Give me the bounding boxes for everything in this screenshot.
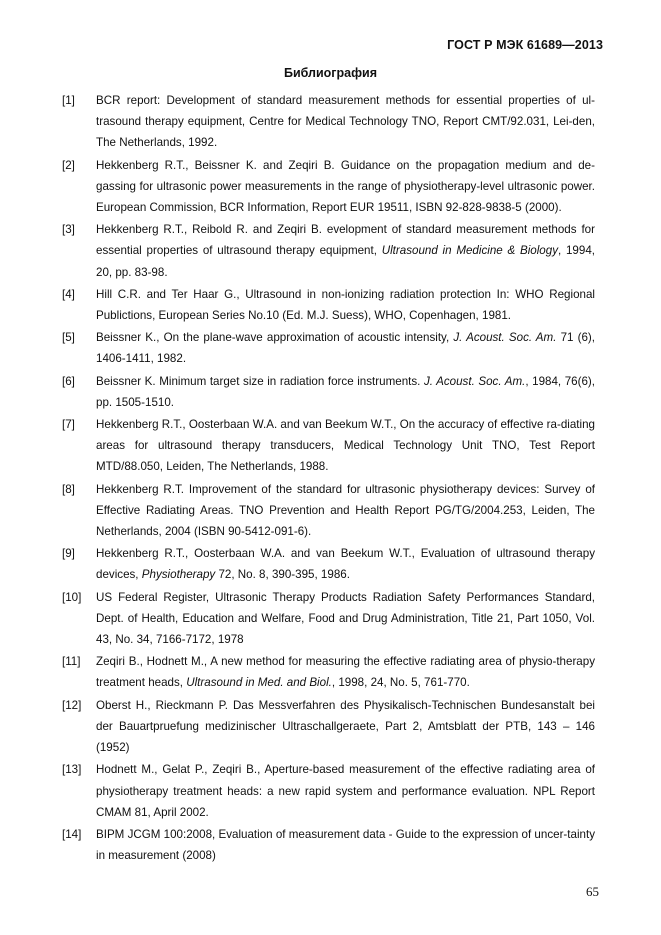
- reference-segment: Hodnett M., Gelat P., Zeqiri B., Aperture-based measurement of the effective radiating area of physiotherapy treatment heads: a new rapid system and performance evaluation. NPL Report CMAM 81, April 2002.: [96, 763, 595, 819]
- reference-item: [62, 327, 595, 369]
- reference-item: [62, 543, 595, 585]
- reference-segment: , 1994, 20, pp. 83-98.: [96, 244, 595, 279]
- reference-segment: BCR report: Development of standard measurement methods for essential properties of ul-trasound therapy equipment, Centre for Medical Technology TNO, Report CMT/92.031, Lei-den, The Netherlands, 1992.: [96, 94, 595, 150]
- reference-number: [2]: [62, 158, 75, 172]
- reference-segment: Hill C.R. and Ter Haar G., Ultrasound in non-ionizing radiation protection In: WHO Regional Publictions, European Series No.10 (Ed. M.J. Suess), WHO, Copenhagen, 1981.: [96, 287, 595, 323]
- reference-number: [11]: [62, 655, 81, 669]
- reference-number: [14]: [62, 827, 82, 841]
- reference-segment: Hekkenberg R.T., Oosterbaan W.A. and van Beekum W.T., Evaluation of ultrasound therapy devices,: [96, 547, 595, 582]
- reference-text: [96, 651, 595, 693]
- reference-segment: Beissner K. Minimum target size in radiation force instruments.: [96, 374, 424, 388]
- reference-number: [3]: [62, 223, 75, 237]
- reference-journal: J. Acoust. Soc. Am.: [423, 374, 526, 388]
- reference-number: [6]: [62, 374, 75, 388]
- reference-segment: 72, No. 8, 390-395, 1986.: [215, 568, 350, 582]
- reference-item: [62, 824, 595, 866]
- reference-segment: , 1998, 24, No. 5, 761-770.: [331, 676, 470, 690]
- reference-text: [96, 90, 595, 154]
- reference-item: [62, 414, 595, 478]
- reference-segment: Zeqiri B., Hodnett M., A new method for measuring the effective radiating area of physio-therapy treatment heads,: [96, 655, 595, 690]
- reference-number: [9]: [62, 547, 75, 561]
- reference-number: [5]: [62, 331, 75, 345]
- reference-item: [62, 284, 595, 326]
- reference-journal: Physiotherapy: [141, 568, 216, 582]
- reference-text: [96, 155, 595, 219]
- document-header: ГОСТ Р МЭК 61689—2013: [447, 38, 603, 52]
- reference-item: [62, 155, 595, 219]
- reference-item: [62, 651, 595, 693]
- reference-number: [8]: [62, 482, 75, 496]
- reference-journal: Ultrasound in Med. and Biol.: [186, 676, 332, 690]
- reference-segment: US Federal Register, Ultrasonic Therapy Products Radiation Safety Performances Standard, Dept. of Health, Education and Welfare, Food and Drug Administration, Title 21, Part 1050, Vol. 43, No. 34, 7166-7172, 1978: [96, 590, 595, 647]
- reference-text: [96, 543, 595, 585]
- reference-item: [62, 759, 595, 823]
- reference-segment: Hekkenberg R.T., Oosterbaan W.A. and van Beekum W.T., On the accuracy of effective ra-diating areas for ultrasound therapy transducers, Medical Technology Unit TNO, Test Report MTD/88.050, Leiden, The Netherlands, 1988.: [96, 418, 595, 474]
- reference-item: [62, 90, 595, 154]
- reference-number: [10]: [62, 590, 82, 604]
- reference-journal: J. Acoust. Soc. Am.: [453, 331, 557, 345]
- page-number: 65: [586, 884, 599, 899]
- reference-item: [62, 371, 595, 413]
- reference-text: [96, 695, 595, 759]
- reference-text: [96, 414, 595, 478]
- reference-item: [62, 695, 595, 759]
- reference-number: [4]: [62, 287, 75, 301]
- reference-text: [96, 327, 595, 369]
- reference-segment: Oberst H., Rieckmann P. Das Messverfahren des Physikalisch-Technischen Bundesanstalt bei der Bauartpruefung medizinischer Ultraschallgeraete, Part 2, Amtsblatt der PTB, 143 – 146 (1952): [96, 698, 595, 755]
- reference-text: [96, 587, 595, 651]
- reference-journal: Ultrasound in Medicine & Biology: [381, 244, 558, 258]
- reference-segment: Beissner K., On the plane-wave approximation of acoustic intensity,: [96, 331, 454, 345]
- reference-segment: BIPM JCGM 100:2008, Evaluation of measurement data - Guide to the expression of uncer-tainty in measurement (2008): [96, 827, 595, 863]
- reference-item: [62, 479, 595, 543]
- reference-text: [96, 479, 595, 543]
- reference-item: [62, 587, 595, 651]
- reference-text: [96, 284, 595, 326]
- reference-segment: Hekkenberg R.T., Reibold R. and Zeqiri B. evelopment of standard measurement methods for essential properties of ultrasound therapy equipment,: [96, 223, 595, 258]
- reference-segment: , 1984, 76(6), pp. 1505-1510.: [96, 374, 596, 409]
- reference-segment: 71 (6), 1406-1411, 1982.: [96, 331, 595, 366]
- reference-number: [1]: [62, 94, 75, 107]
- reference-segment: Hekkenberg R.T., Beissner K. and Zeqiri B. Guidance on the propagation medium and de-gassing for ultrasonic power measurements in the range of physiotherapy-level ultrasonic power. European Commission, BCR Information, Report EUR 19511, ISBN 92-828-9838-5 (2000).: [96, 158, 595, 215]
- reference-number: [13]: [62, 763, 82, 777]
- reference-text: [96, 219, 595, 283]
- reference-text: [96, 824, 595, 866]
- reference-segment: Hekkenberg R.T. Improvement of the standard for ultrasonic physiotherapy devices: Survey of Effective Radiating Areas. TNO Prevention and Health Report PG/TG/2004.253, Leiden, The Netherlands, 2004 (ISBN 90-5412-091-6).: [96, 482, 595, 539]
- section-title: Библиография: [283, 66, 378, 80]
- reference-text: [96, 759, 595, 823]
- bibliography-list: [62, 90, 595, 867]
- reference-item: [62, 219, 595, 283]
- reference-text: [96, 371, 595, 413]
- reference-number: [12]: [62, 698, 82, 712]
- reference-number: [7]: [62, 418, 75, 432]
